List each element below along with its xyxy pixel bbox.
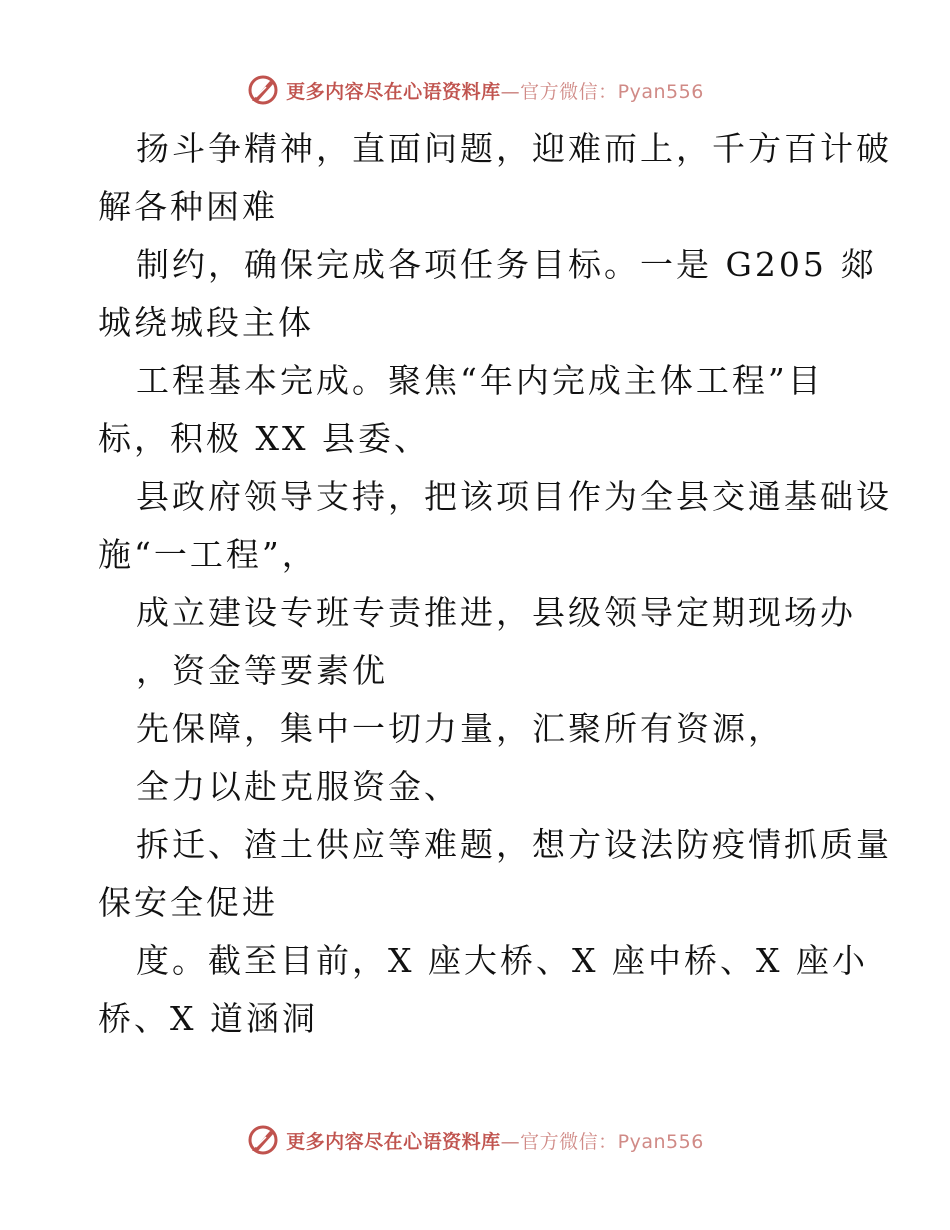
footer-banner (0, 1118, 950, 1162)
header-brand: 更多内容尽在心语资料库 (286, 80, 501, 103)
body-line-13: 拆迁、渣土供应等难题，想方设法防疫情抓质量 (136, 825, 892, 864)
body-line-9: 成立建设专班专责推进，县级领导定期现场办 (136, 593, 856, 632)
footer-wechat: 官方微信：Pyan556 (520, 1130, 704, 1153)
body-line-15: 度。截至目前，X 座大桥、X 座中桥、X 座小 (136, 941, 868, 980)
header-banner (0, 68, 950, 112)
quill-pen-logo-icon (246, 1123, 280, 1157)
footer-brand: 更多内容尽在心语资料库 (286, 1130, 501, 1153)
header-banner-text (286, 77, 704, 104)
body-line-12: 全力以赴克服资金、 (136, 767, 460, 806)
body-line-5: 工程基本完成。聚焦“年内完成主体工程”目 (136, 361, 824, 400)
body-line-4: 城绕城段主体 (98, 303, 314, 342)
quill-pen-logo-icon (246, 73, 280, 107)
header-dash: — (500, 80, 521, 103)
body-line-6: 标，积极 XX 县委、 (98, 419, 430, 458)
body-line-7: 县政府领导支持，把该项目作为全县交通基础设 (136, 477, 892, 516)
footer-banner-text (286, 1127, 704, 1154)
body-line-16: 桥、X 道涵洞 (98, 999, 318, 1038)
body-line-1: 扬斗争精神，直面问题，迎难而上，千方百计破 (136, 129, 892, 168)
header-wechat: 官方微信：Pyan556 (520, 80, 704, 103)
body-line-11: 先保障，集中一切力量，汇聚所有资源， (136, 709, 784, 748)
body-line-3: 制约，确保完成各项任务目标。一是 G205 郯 (136, 245, 877, 284)
body-line-10: ，资金等要素优 (136, 651, 388, 690)
body-line-8: 施“一工程”， (98, 535, 318, 574)
footer-dash: — (500, 1130, 521, 1153)
body-line-2: 解各种困难 (98, 187, 278, 226)
document-body (98, 120, 892, 1048)
body-line-14: 保安全促进 (98, 883, 278, 922)
